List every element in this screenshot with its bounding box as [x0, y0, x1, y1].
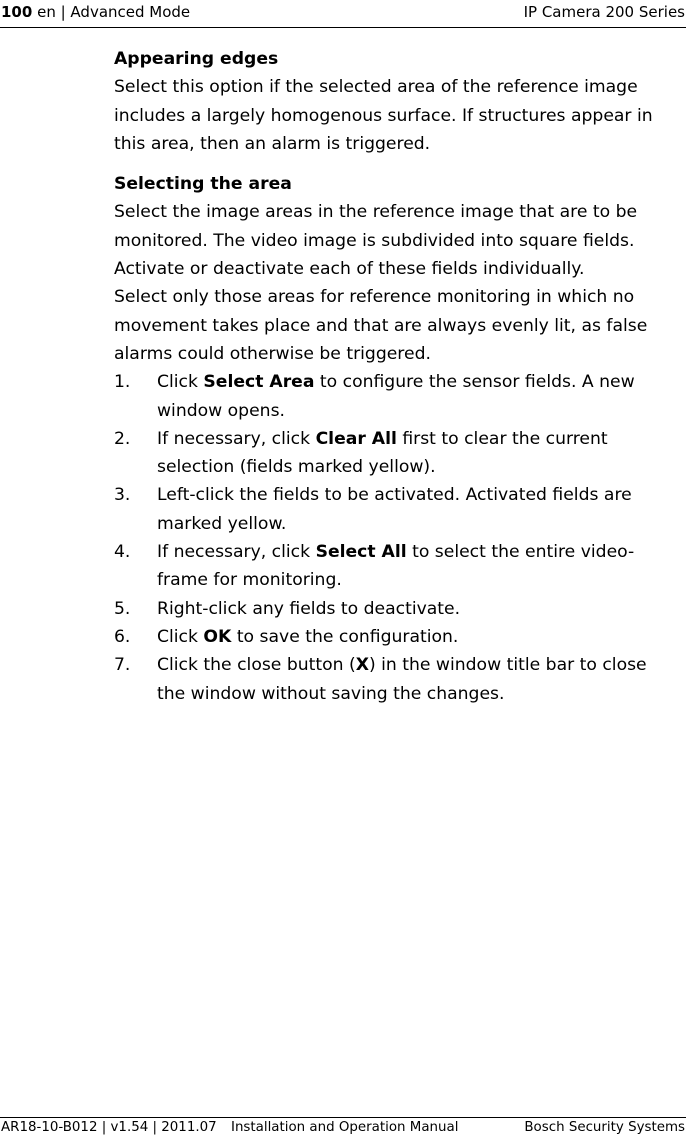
page-footer — [0, 1117, 686, 1137]
step-item — [114, 425, 680, 482]
step-text: first to clear the current selection (fields marked yellow). — [157, 428, 608, 478]
heading-selecting-area: Selecting the area — [114, 174, 292, 195]
footer-company: Bosch Security Systems — [524, 1120, 685, 1135]
heading-appearing-edges: Appearing edges — [114, 49, 279, 69]
step-text: Click — [157, 372, 204, 393]
step-text: Click the close button ( — [157, 655, 356, 676]
selecting-area-para-2: Select only those areas for reference monitoring in which no movement takes place and that are always evenly lit, as false alarms could otherwise be triggered. — [114, 287, 648, 364]
header-section: en | Advanced Mode — [37, 3, 191, 21]
page-content — [114, 45, 680, 708]
step-text: Click — [157, 626, 204, 647]
header-product: IP Camera 200 Series — [523, 3, 685, 21]
ui-label-select-all: Select All — [315, 542, 407, 563]
page-header — [0, 0, 686, 28]
step-number: 2. — [114, 428, 131, 449]
selecting-area-para-1: Select the image areas in the reference image that are to be monitored. The video image is subdivided into square fields. Activate or deactivate each of these fields individually. — [114, 202, 638, 280]
appearing-edges-text: Select this option if the selected area of the reference image includes a largely homogenous surface. If structures appear in this area, then an alarm is triggered. — [114, 77, 653, 154]
footer-doc-id: AR18-10-B012 | v1.54 | 2011.07 — [1, 1120, 217, 1135]
step-text: to save the configuration. — [231, 626, 459, 647]
step-number: 4. — [114, 542, 131, 563]
ui-label-clear-all: Clear All — [315, 428, 397, 449]
step-item — [114, 595, 680, 623]
footer-doc-type: Installation and Operation Manual — [231, 1120, 459, 1135]
step-text: Left-click the fields to be activated. Activated fields are marked yellow. — [157, 485, 632, 534]
step-number: 6. — [114, 626, 131, 647]
page-number: 100 — [1, 3, 33, 21]
ui-label-select-area: Select Area — [203, 372, 315, 393]
step-text: If necessary, click — [157, 542, 316, 563]
steps-list — [114, 368, 680, 708]
header-left — [1, 0, 190, 24]
step-number: 1. — [114, 372, 131, 393]
step-item — [114, 368, 680, 425]
ui-label-ok: OK — [203, 626, 232, 647]
step-item — [114, 623, 680, 651]
step-text: to select the entire video-frame for monitoring. — [157, 542, 635, 591]
step-item — [114, 538, 680, 595]
step-number: 7. — [114, 655, 131, 676]
step-text: ) in the window title bar to close the window without saving the changes. — [157, 655, 647, 704]
step-number: 5. — [114, 598, 131, 619]
step-text: Right-click any fields to deactivate. — [157, 598, 461, 619]
step-item — [114, 651, 680, 708]
step-text: If necessary, click — [157, 428, 316, 449]
ui-label-close-x: X — [355, 655, 369, 676]
step-item — [114, 481, 680, 538]
step-number: 3. — [114, 485, 131, 506]
step-text: to configure the sensor fields. A new window opens. — [157, 372, 635, 421]
